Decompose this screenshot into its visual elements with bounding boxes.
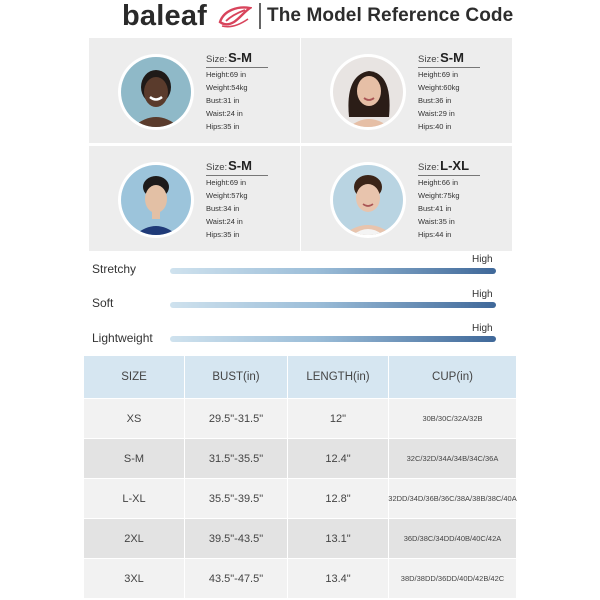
model-hips: Hips:44 in: [418, 230, 452, 239]
model-card-1: [89, 38, 300, 143]
feature-bar-stretchy: [170, 268, 496, 274]
table-row: [84, 519, 516, 559]
model-waist: Waist:24 in: [206, 217, 243, 226]
cell-bust: 35.5"-39.5": [185, 479, 288, 519]
model-card-4: [301, 146, 512, 251]
feature-label-lightweight: Lightweight: [92, 331, 153, 345]
model-hips: Hips:35 in: [206, 230, 240, 239]
model-height: Height:69 in: [418, 70, 459, 79]
cell-cup: 32C/32D/34A/34B/34C/36A: [389, 439, 516, 479]
model-size: Size:S-M: [206, 158, 268, 176]
header-cup: CUP(in): [389, 356, 516, 399]
brand-wordmark: baleaf: [122, 0, 208, 32]
cell-bust: 43.5"-47.5": [185, 559, 288, 599]
table-row: [84, 399, 516, 439]
feature-label-soft: Soft: [92, 296, 114, 310]
table-row: [84, 439, 516, 479]
cell-size: XS: [84, 399, 185, 439]
model-weight: Weight:75kg: [418, 191, 460, 200]
model-height: Height:69 in: [206, 178, 247, 187]
header-bust: BUST(in): [185, 356, 288, 399]
table-row: [84, 479, 516, 519]
model-size: Size:S-M: [206, 50, 268, 68]
feature-level-soft: High: [472, 289, 493, 300]
page-title: The Model Reference Code: [267, 5, 514, 26]
model-bust: Bust:36 in: [418, 96, 452, 105]
model-bust: Bust:31 in: [206, 96, 240, 105]
model-portrait-icon: [121, 165, 191, 235]
model-size: Size:L-XL: [418, 158, 480, 176]
model-photo-4: [330, 162, 406, 238]
model-portrait-icon: [333, 57, 403, 127]
model-portrait-icon: [333, 165, 403, 235]
model-waist: Waist:29 in: [418, 109, 455, 118]
model-waist: Waist:35 in: [418, 217, 455, 226]
cell-length: 12.4": [288, 439, 389, 479]
cell-size: 2XL: [84, 519, 185, 559]
model-photo-2: [330, 54, 406, 130]
header-length: LENGTH(in): [288, 356, 389, 399]
cell-cup: 30B/30C/32A/32B: [389, 399, 516, 439]
header-size: SIZE: [84, 356, 185, 399]
table-row: [84, 559, 516, 599]
cell-bust: 29.5"-31.5": [185, 399, 288, 439]
feature-bar-soft: [170, 302, 496, 308]
model-weight: Weight:54kg: [206, 83, 248, 92]
page-header: [0, 0, 600, 34]
cell-bust: 39.5"-43.5": [185, 519, 288, 559]
model-photo-3: [118, 162, 194, 238]
model-photo-1: [118, 54, 194, 130]
model-weight: Weight:57kg: [206, 191, 248, 200]
cell-size: L-XL: [84, 479, 185, 519]
header-divider: [259, 3, 261, 29]
feature-level-lightweight: High: [472, 323, 493, 334]
model-portrait-icon: [121, 57, 191, 127]
feature-label-stretchy: Stretchy: [92, 262, 137, 276]
leaf-logo-icon: [218, 4, 252, 30]
table-header-row: [84, 356, 516, 399]
cell-bust: 31.5"-35.5": [185, 439, 288, 479]
size-chart-table: [84, 356, 516, 599]
model-waist: Waist:24 in: [206, 109, 243, 118]
cell-size: 3XL: [84, 559, 185, 599]
cell-cup: 32DD/34D/36B/36C/38A/38B/38C/40A: [389, 479, 516, 519]
model-height: Height:66 in: [418, 178, 459, 187]
cell-cup: 36D/38C/34DD/40B/40C/42A: [389, 519, 516, 559]
model-card-3: [89, 146, 300, 251]
cell-length: 13.1": [288, 519, 389, 559]
feature-bar-lightweight: [170, 336, 496, 342]
cell-cup: 38D/38DD/36DD/40D/42B/42C: [389, 559, 516, 599]
model-size: Size:S-M: [418, 50, 480, 68]
feature-level-stretchy: High: [472, 254, 493, 265]
cell-size: S-M: [84, 439, 185, 479]
model-bust: Bust:34 in: [206, 204, 240, 213]
cell-length: 12.8": [288, 479, 389, 519]
model-bust: Bust:41 in: [418, 204, 452, 213]
model-weight: Weight:60kg: [418, 83, 460, 92]
cell-length: 12": [288, 399, 389, 439]
model-card-2: [301, 38, 512, 143]
cell-length: 13.4": [288, 559, 389, 599]
model-height: Height:69 in: [206, 70, 247, 79]
model-hips: Hips:40 in: [418, 122, 452, 131]
model-hips: Hips:35 in: [206, 122, 240, 131]
